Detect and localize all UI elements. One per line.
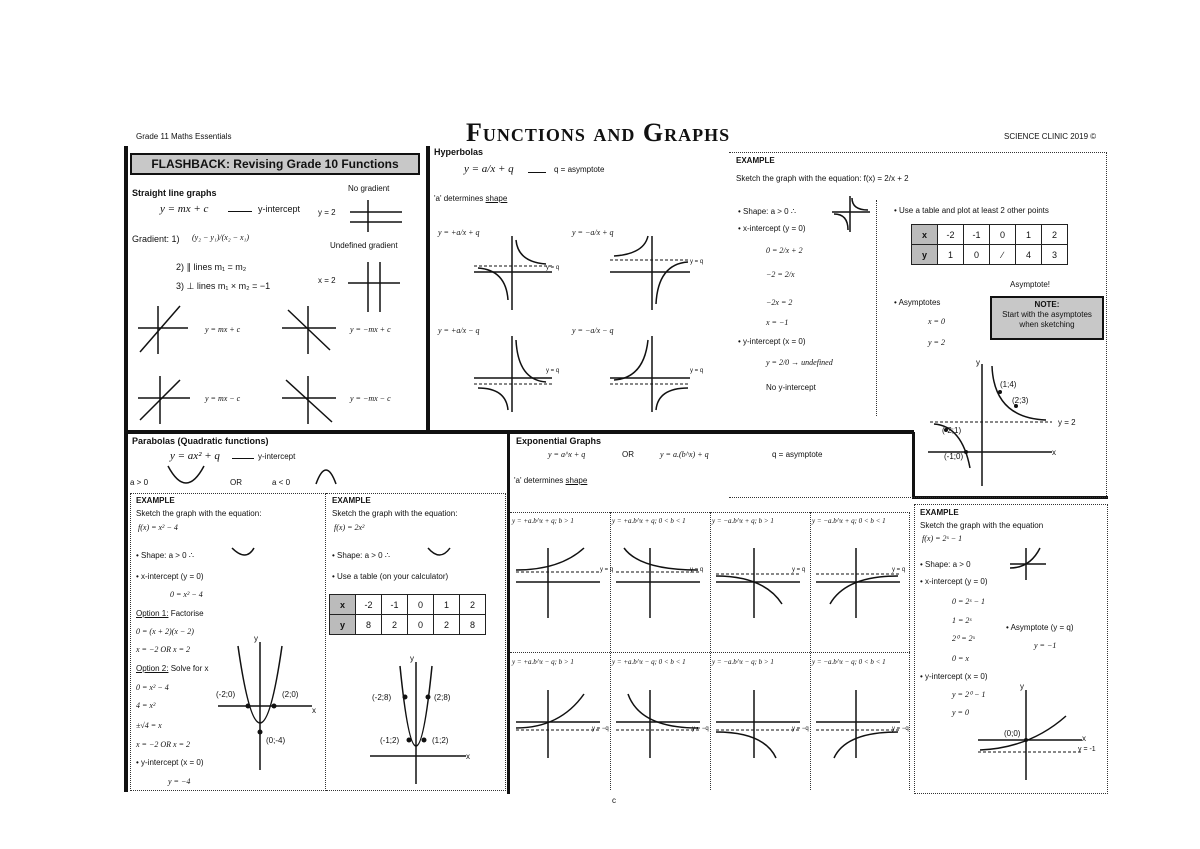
exp-ex-yint: • y-intercept (x = 0) bbox=[920, 672, 988, 681]
hyperbolas-title: Hyperbolas bbox=[434, 147, 484, 157]
hyp-point-3: (-2;1) bbox=[942, 426, 962, 435]
exp-h4: y = −a.b^x + q; 0 < b < 1 bbox=[812, 517, 886, 525]
hyp-s6: No y-intercept bbox=[766, 383, 816, 392]
table-cell: 4 bbox=[1016, 245, 1042, 265]
exp-h2: y = +a.b^x + q; 0 < b < 1 bbox=[612, 517, 686, 525]
hyp-yint: • y-intercept (x = 0) bbox=[738, 337, 806, 346]
hyp-axis-x: x bbox=[1052, 448, 1056, 457]
table-cell: 2 bbox=[1042, 225, 1068, 245]
hyp-xint-text: x-intercept (y = 0) bbox=[743, 224, 806, 233]
exp-ex-l6: y = 0 bbox=[952, 708, 969, 717]
graph-2-label: y = −mx + c bbox=[350, 325, 391, 334]
par-ex1-ax: x bbox=[312, 706, 316, 715]
exp-ymq-1: y = −q bbox=[592, 726, 609, 732]
table-cell: -1 bbox=[382, 595, 408, 615]
hyp-s3: −2x = 2 bbox=[766, 298, 793, 307]
par-ex1-pa: (-2;0) bbox=[216, 690, 236, 699]
hyp-example-title: EXAMPLE bbox=[736, 156, 775, 165]
hyp-yq-3: y = q bbox=[546, 368, 560, 374]
par-ex1-pc: (0;-4) bbox=[266, 736, 286, 745]
table-cell: 1 bbox=[434, 595, 460, 615]
footer-mark: c bbox=[612, 796, 616, 805]
par-ex1-xint: • x-intercept (y = 0) bbox=[136, 572, 204, 581]
par-ex2-table-note: • Use a table (on your calculator) bbox=[332, 572, 449, 581]
exp-ex-prompt: Sketch the graph with the equation bbox=[920, 521, 1044, 530]
table-cell: 2 bbox=[460, 595, 486, 615]
exp-q-asym: q = asymptote bbox=[772, 450, 823, 459]
exp-yq-4: y = q bbox=[892, 567, 906, 573]
asymptote-exclaim: Asymptote! bbox=[1010, 280, 1051, 289]
hyp-example-prompt: Sketch the graph with the equation: f(x) = 2/x + 2 bbox=[736, 174, 909, 183]
exp-ex-fx: f(x) = 2ˣ − 1 bbox=[922, 534, 963, 543]
note-title: NOTE: bbox=[1034, 300, 1060, 309]
exp-ymq-3: y = −q bbox=[792, 726, 809, 732]
par-ex2-pd: (1;2) bbox=[432, 736, 449, 745]
exp-ymq-4: y = −q bbox=[892, 726, 909, 732]
par-ex2-prompt: Sketch the graph with the equation: bbox=[332, 509, 458, 518]
opt2-label: Option 2: bbox=[136, 664, 169, 673]
hyp-asym-label: y = 2 bbox=[1058, 418, 1076, 427]
table-cell: 0 bbox=[964, 245, 990, 265]
opt1-label: Option 1: bbox=[136, 609, 169, 618]
par-ex1-l1: 0 = x² − 4 bbox=[170, 590, 203, 599]
hyp-s5: y = 2/0 → undefined bbox=[766, 358, 833, 367]
graph-4-label: y = −mx − c bbox=[350, 394, 391, 403]
table-cell: y bbox=[330, 615, 356, 635]
exp-yq-1: y = q bbox=[600, 567, 614, 573]
hyp-s1: 0 = 2/x + 2 bbox=[766, 246, 803, 255]
par-ex1-l5: 4 = x² bbox=[136, 701, 156, 710]
par-yint: y-intercept bbox=[258, 452, 296, 461]
par-ex2-title: EXAMPLE bbox=[332, 496, 371, 505]
exp-ex-l2: 1 = 2ˣ bbox=[952, 616, 972, 625]
opt2-desc: Solve for x bbox=[168, 664, 209, 673]
hyp-yq-2: y = q bbox=[690, 259, 704, 265]
par-ex1-shape-text: Shape: a > 0 ∴ bbox=[141, 551, 194, 560]
table-cell: -2 bbox=[938, 225, 964, 245]
exp-h7: y = −a.b^x − q; b > 1 bbox=[712, 658, 774, 666]
hyp-xint: • x-intercept (y = 0) bbox=[738, 224, 806, 233]
exp-ex-ym1: y = -1 bbox=[1078, 746, 1096, 753]
q-asymptote-label: q = asymptote bbox=[554, 165, 605, 174]
no-gradient-label: No gradient bbox=[348, 184, 390, 193]
exp-ex-yint-text: y-intercept (x = 0) bbox=[925, 672, 988, 681]
table-cell: ∕ bbox=[990, 245, 1016, 265]
graph-3-label: y = mx − c bbox=[205, 394, 241, 403]
hyp-asym: • Asymptotes bbox=[894, 298, 941, 307]
par-ex1-l4: 0 = x² − 4 bbox=[136, 683, 169, 692]
exp-a-det-text: 'a' determines bbox=[514, 476, 566, 485]
exp-shape-word: shape bbox=[565, 476, 588, 485]
exponential-title: Exponential Graphs bbox=[516, 436, 602, 446]
par-ex1-l3: x = −2 OR x = 2 bbox=[136, 645, 190, 654]
hyp-point-1: (1;4) bbox=[1000, 380, 1017, 389]
par-ex1-l2: 0 = (x + 2)(x − 2) bbox=[136, 627, 194, 636]
straight-eq: y = mx + c bbox=[160, 203, 209, 215]
hyp-shape-text: Shape: a > 0 ∴ bbox=[743, 207, 796, 216]
hyp-point-2: (2;3) bbox=[1012, 396, 1029, 405]
exp-ex-shape: • Shape: a > 0 bbox=[920, 560, 971, 569]
table-cell: 3 bbox=[1042, 245, 1068, 265]
par-agt: a > 0 bbox=[130, 478, 149, 487]
par-ex2-pb: (2;8) bbox=[434, 693, 451, 702]
hyp-table-note-text: Use a table and plot at least 2 other points bbox=[899, 206, 1049, 215]
exp-yq-2: y = q bbox=[690, 567, 704, 573]
header-right: SCIENCE CLINIC 2019 © bbox=[1004, 132, 1097, 141]
par-ex1-fx: f(x) = x² − 4 bbox=[138, 523, 178, 532]
shape-word: shape bbox=[485, 194, 508, 203]
hyp-s4: x = −1 bbox=[766, 318, 789, 327]
par-ex1-ay: y bbox=[254, 634, 258, 643]
y-intercept-label: y-intercept bbox=[258, 204, 301, 214]
exp-h8: y = −a.b^x − q; 0 < b < 1 bbox=[812, 658, 886, 666]
table-cell: 8 bbox=[460, 615, 486, 635]
table-cell: 0 bbox=[408, 595, 434, 615]
exp-ex-l5: y = 2⁰ − 1 bbox=[952, 690, 986, 699]
exp-ex-l1: 0 = 2ˣ − 1 bbox=[952, 597, 986, 606]
hyp-g2-label: y = −a/x + q bbox=[572, 228, 614, 237]
x2-label: x = 2 bbox=[318, 276, 336, 285]
parallel-rule: 2) ∥ lines m₁ = m₂ bbox=[176, 262, 247, 272]
par-or: OR bbox=[230, 478, 242, 487]
hyp-g3-label: y = +a/x − q bbox=[438, 326, 480, 335]
par-ex1-title: EXAMPLE bbox=[136, 496, 175, 505]
par-ex1-pb: (2;0) bbox=[282, 690, 299, 699]
parabola-eq: y = ax² + q bbox=[170, 450, 220, 462]
table-cell: x bbox=[912, 225, 938, 245]
hyp-s2: −2 = 2/x bbox=[766, 270, 795, 279]
table-cell: 8 bbox=[356, 615, 382, 635]
hyp-asy: y = 2 bbox=[928, 338, 945, 347]
hyp-yq-1: y = q bbox=[546, 265, 560, 271]
par-ex2-table-note-text: Use a table (on your calculator) bbox=[337, 572, 449, 581]
exp-ex-ax: x bbox=[1082, 734, 1086, 743]
table-cell: 1 bbox=[938, 245, 964, 265]
hyp-point-4: (-1;0) bbox=[944, 452, 964, 461]
y2-label: y = 2 bbox=[318, 208, 336, 217]
par-ex1-l6: ±√4 = x bbox=[136, 721, 162, 730]
exp-ex-ay: y bbox=[1020, 682, 1024, 691]
exp-ex-pt: (0;0) bbox=[1004, 729, 1021, 738]
note-body: Start with the asymptotes when sketching bbox=[1002, 310, 1092, 329]
exp-h6: y = +a.b^x − q; 0 < b < 1 bbox=[612, 658, 686, 666]
par-ex1-shape: • Shape: a > 0 ∴ bbox=[136, 551, 194, 560]
par-ex2-shape: • Shape: a > 0 ∴ bbox=[332, 551, 390, 560]
parabolas-title: Parabolas (Quadratic functions) bbox=[132, 436, 269, 446]
exp-ex-l3: 2⁰ = 2ˣ bbox=[952, 634, 975, 643]
straight-title: Straight line graphs bbox=[132, 188, 217, 198]
par-ex1-l7: x = −2 OR x = 2 bbox=[136, 740, 190, 749]
page-title: Functions and Graphs bbox=[466, 118, 731, 147]
exp-eq1: y = a^x + q bbox=[548, 450, 586, 459]
hyp-table-note: • Use a table and plot at least 2 other points bbox=[894, 206, 1049, 215]
hyp-yq-4: y = q bbox=[690, 368, 704, 374]
par-ex1-l8: y = −4 bbox=[168, 777, 191, 786]
par-ex1-prompt: Sketch the graph with the equation: bbox=[136, 509, 262, 518]
exp-ex-title: EXAMPLE bbox=[920, 508, 959, 517]
exp-h3: y = −a.b^x + q; b > 1 bbox=[712, 517, 774, 525]
graph-1-label: y = mx + c bbox=[205, 325, 241, 334]
table-cell: 2 bbox=[434, 615, 460, 635]
hyp-axis-y: y bbox=[976, 358, 980, 367]
par-ex2-shape-text: Shape: a > 0 ∴ bbox=[337, 551, 390, 560]
exp-ex-xint-text: x-intercept (y = 0) bbox=[925, 577, 988, 586]
hyperbola-eq: y = a/x + q bbox=[464, 163, 514, 175]
perp-rule: 3) ⊥ lines m₁ × m₂ = −1 bbox=[176, 281, 271, 291]
gradient-formula: (y₂ − y₁)/(x₂ − x₁) bbox=[192, 233, 250, 242]
exp-h1: y = +a.b^x + q; b > 1 bbox=[512, 517, 574, 525]
table-cell: 0 bbox=[408, 615, 434, 635]
exp-ex-asym: • Asymptote (y = q) bbox=[1006, 623, 1074, 632]
par-ex1-xint-text: x-intercept (y = 0) bbox=[141, 572, 204, 581]
par-ex1-yint: • y-intercept (x = 0) bbox=[136, 758, 204, 767]
par-ex2-pc: (-1;2) bbox=[380, 736, 400, 745]
par-alt: a < 0 bbox=[272, 478, 291, 487]
hyp-g1-label: y = +a/x + q bbox=[438, 228, 480, 237]
undefined-gradient-label: Undefined gradient bbox=[330, 241, 398, 250]
opt1-desc: Factorise bbox=[168, 609, 204, 618]
exp-yq-3: y = q bbox=[792, 567, 806, 573]
table-cell: y bbox=[912, 245, 938, 265]
par-ex2-fx: f(x) = 2x² bbox=[334, 523, 365, 532]
header-left: Grade 11 Maths Essentials bbox=[136, 132, 232, 141]
a-determines-text: 'a' determines bbox=[434, 194, 486, 203]
hyp-asym-text: Asymptotes bbox=[898, 298, 941, 307]
table-cell: 2 bbox=[382, 615, 408, 635]
exp-ex-asv: y = −1 bbox=[1034, 641, 1057, 650]
flashback-banner: FLASHBACK: Revising Grade 10 Functions bbox=[130, 153, 420, 175]
table-cell: x bbox=[330, 595, 356, 615]
hyp-g4-label: y = −a/x − q bbox=[572, 326, 614, 335]
par-ex2-ax: x bbox=[466, 752, 470, 761]
exp-h5: y = +a.b^x − q; b > 1 bbox=[512, 658, 574, 666]
exp-or: OR bbox=[622, 450, 634, 459]
exp-ex-asym-text: Asymptote (y = q) bbox=[1010, 623, 1074, 632]
table-cell: -2 bbox=[356, 595, 382, 615]
par-ex1-yint-text: y-intercept (x = 0) bbox=[141, 758, 204, 767]
table-cell: 0 bbox=[990, 225, 1016, 245]
table-cell: 1 bbox=[1016, 225, 1042, 245]
exp-ex-xint: • x-intercept (y = 0) bbox=[920, 577, 988, 586]
exp-ymq-2: y = −q bbox=[692, 726, 709, 732]
exp-eq2: y = a.(b^x) + q bbox=[660, 450, 709, 459]
gradient-label: Gradient: 1) bbox=[132, 234, 180, 244]
par-ex2-ay: y bbox=[410, 654, 414, 663]
hyp-asx: x = 0 bbox=[928, 317, 945, 326]
exp-ex-shape-text: Shape: a > 0 bbox=[925, 560, 971, 569]
par-ex2-pa: (-2;8) bbox=[372, 693, 392, 702]
hyp-yint-text: y-intercept (x = 0) bbox=[743, 337, 806, 346]
exp-ex-l4: 0 = x bbox=[952, 654, 969, 663]
hyp-shape: • Shape: a > 0 ∴ bbox=[738, 207, 796, 216]
table-cell: -1 bbox=[964, 225, 990, 245]
